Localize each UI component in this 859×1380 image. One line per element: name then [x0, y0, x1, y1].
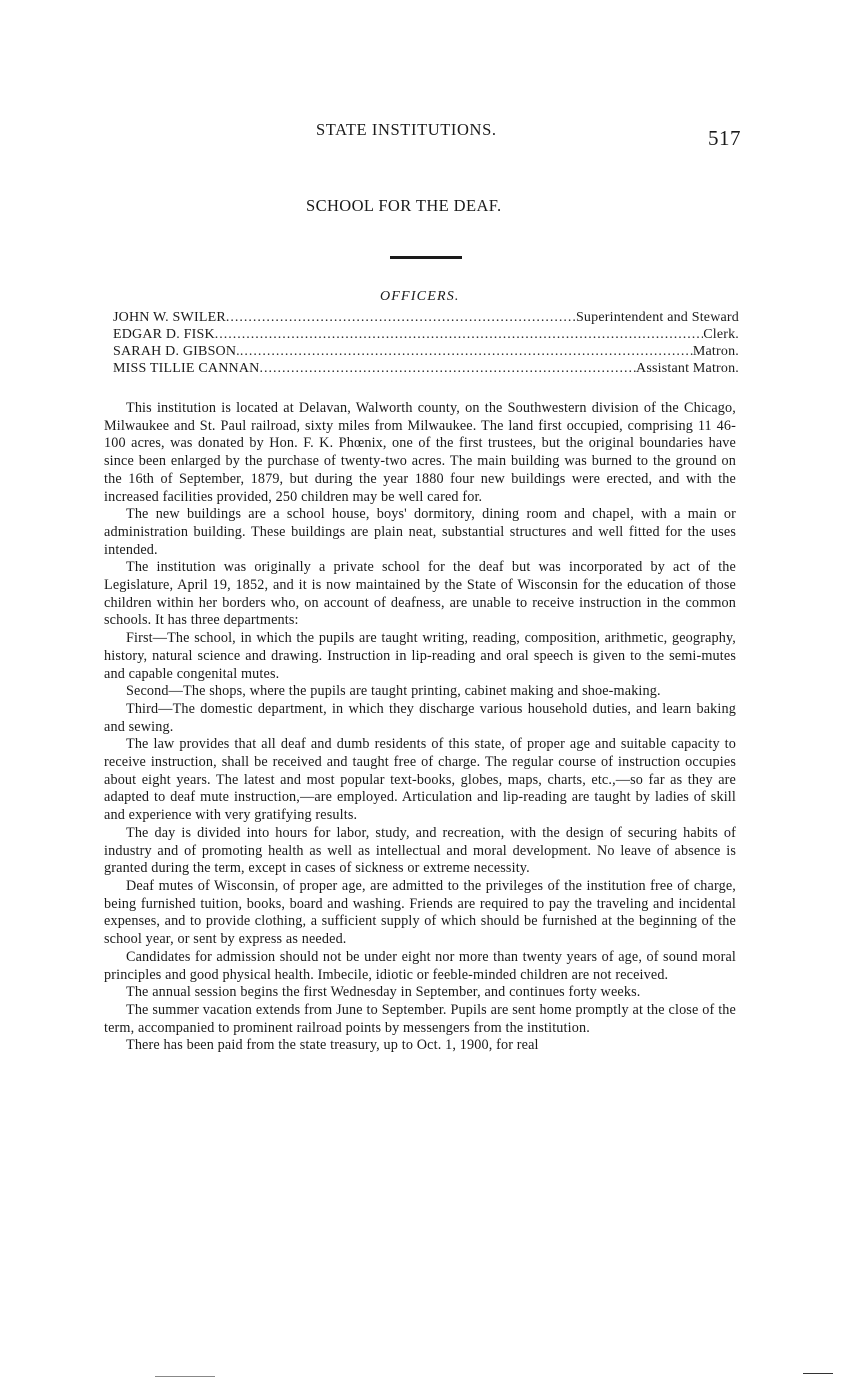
footer-dash — [155, 1376, 215, 1377]
officers-heading: OFFICERS. — [380, 289, 460, 304]
officer-name: JOHN W. SWILER — [113, 310, 226, 325]
officer-title: Assistant Matron. — [636, 361, 739, 376]
running-head: STATE INSTITUTIONS. — [316, 120, 497, 139]
leader-dots — [215, 327, 703, 343]
officer-title: Clerk. — [703, 327, 739, 342]
officer-row — [113, 344, 739, 361]
officer-title: Matron. — [692, 344, 739, 359]
officer-row — [113, 327, 739, 344]
section-title: SCHOOL FOR THE DEAF. — [306, 196, 502, 215]
leader-dots — [240, 344, 693, 360]
officer-name: EDGAR D. FISK — [113, 327, 215, 342]
paragraph: The law provides that all deaf and dumb residents of this state, of proper age and suitable capacity to receive instruction, shall be received and taught free of charge. The regular course of instruction occupies about eight years. The latest and most popular text-books, globes, maps, charts, etc.,—so far as they are adapted to deaf mute instruction,—are employed. Articulation and lip-reading are taught by ladies of skill and experience with very gratifying results. — [104, 736, 736, 824]
officers-list — [113, 310, 739, 378]
paragraph: First—The school, in which the pupils are taught writing, reading, composition, arithmetic, geography, history, natural science and drawing. Instruction in lip-reading and oral speech is given to the semi-mutes and capable congenital mutes. — [104, 630, 736, 682]
officer-title: Superintendent and Steward — [575, 310, 739, 325]
officer-name: MISS TILLIE CANNAN — [113, 361, 260, 376]
page-number: 517 — [708, 126, 741, 150]
footer-rule — [803, 1373, 833, 1374]
paragraph: The summer vacation extends from June to September. Pupils are sent home promptly at the close of the term, accompanied to prominent railroad points by messengers from the institution. — [104, 1001, 736, 1036]
paragraph: Second—The shops, where the pupils are taught printing, cabinet making and shoe-making. — [126, 683, 661, 700]
officer-row — [113, 310, 739, 327]
officer-name: SARAH D. GIBSON. — [113, 344, 240, 359]
officer-row — [113, 361, 739, 378]
paragraph: The annual session begins the first Wednesday in September, and continues forty weeks. — [126, 984, 641, 1001]
paragraph: This institution is located at Delavan, Walworth county, on the Southwestern division of the Chicago, Milwaukee and St. Paul railroad, sixty miles from Milwaukee. The land first occupied, comprising 11 46-100 acres, was donated by Hon. F. K. Phœnix, one of the first trustees, but the original boundaries have since been enlarged by the purchase of twenty-two acres. The main building was burned to the ground on the 16th of September, 1879, but during the year 1880 four new buildings were erected, and with the increased facilities provided, 250 children may be well cared for. — [104, 400, 736, 505]
title-rule — [390, 256, 462, 259]
paragraph: Third—The domestic department, in which they discharge various household duties, and learn baking and sewing. — [104, 700, 736, 735]
leader-dots — [226, 310, 576, 326]
paragraph: The day is divided into hours for labor, study, and recreation, with the design of securing habits of industry and of promoting health as well as intellectual and moral development. No leave of absence is granted during the term, except in cases of sickness or extreme necessity. — [104, 824, 736, 877]
leader-dots — [259, 361, 636, 377]
paragraph: Candidates for admission should not be under eight nor more than twenty years of age, of sound moral principles and good physical health. Imbecile, idiotic or feeble-minded children are not received. — [104, 948, 736, 983]
paragraph: Deaf mutes of Wisconsin, of proper age, are admitted to the privileges of the institution free of charge, being furnished tuition, books, board and washing. Friends are required to pay the traveling and incidental expenses, and to provide clothing, a sufficient supply of which should be furnished at the beginning of the school year, or sent by express as needed. — [104, 877, 736, 948]
paragraph: There has been paid from the state treasury, up to Oct. 1, 1900, for real — [126, 1037, 539, 1054]
paragraph: The new buildings are a school house, boys' dormitory, dining room and chapel, with a main or administration building. These buildings are plain neat, substantial structures and well fitted for the uses intended. — [104, 506, 736, 558]
body-text — [104, 400, 736, 1055]
paragraph: The institution was originally a private school for the deaf but was incorporated by act of the Legislature, April 19, 1852, and it is now maintained by the State of Wisconsin for the education of those children within her borders who, on account of deafness, are unable to receive instruction in the common schools. It has three departments: — [104, 559, 736, 629]
